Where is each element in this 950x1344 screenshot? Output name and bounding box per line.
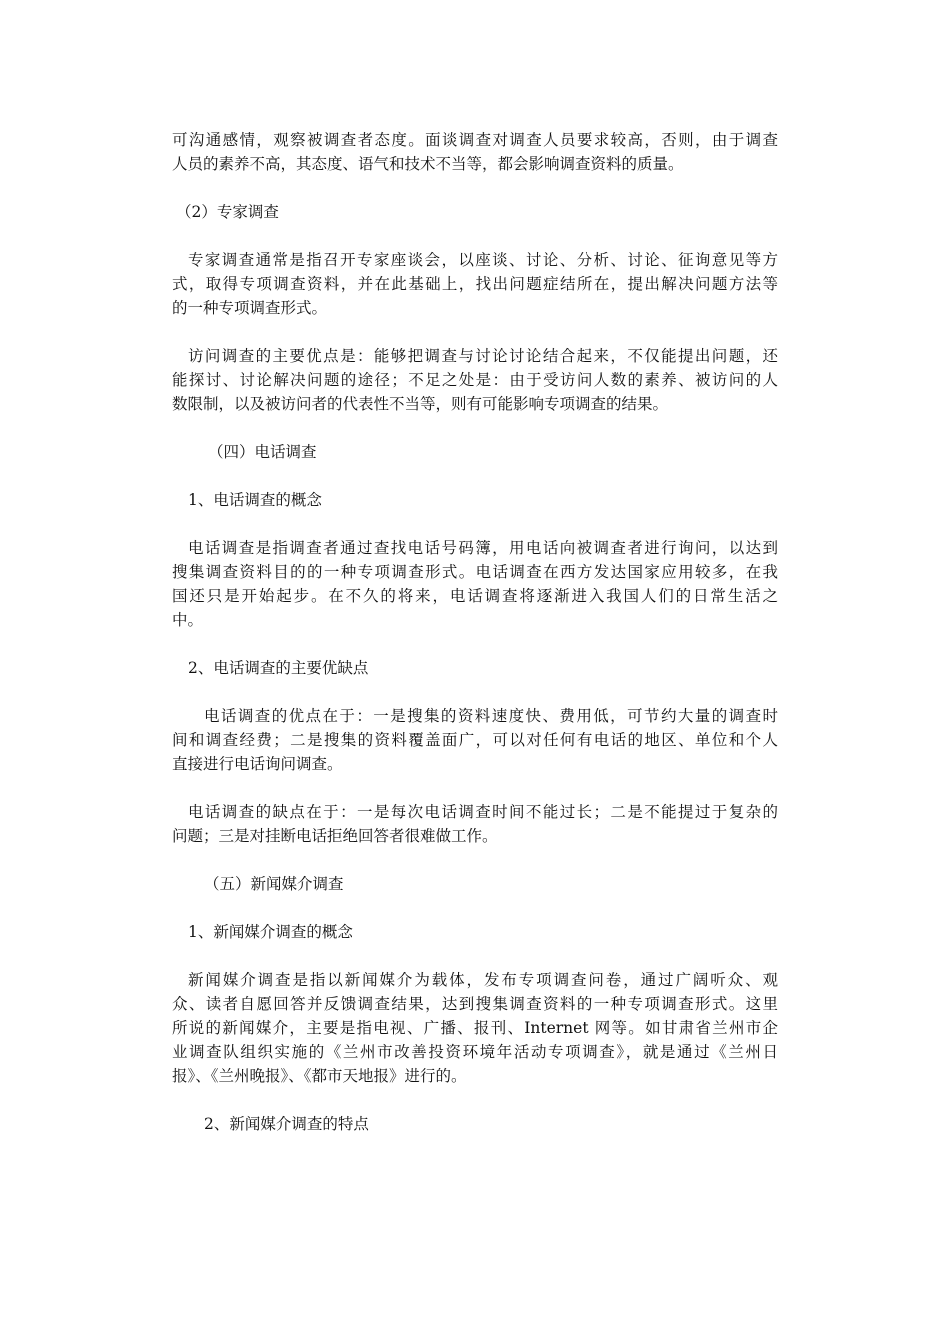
- heading-media-concept: 1、新闻媒介调查的概念: [188, 923, 353, 941]
- text-line: 访问调查的主要优点是：能够把调查与讨论讨论结合起来，不仅能提出问题，还: [188, 347, 778, 365]
- paragraph-phone-definition: [172, 536, 778, 632]
- paragraph-phone-disadvantages: [172, 800, 778, 848]
- text-line: 新闻媒介调查是指以新闻媒介为载体，发布专项调查问卷，通过广阔听众、观: [188, 971, 778, 989]
- text-line: 所说的新闻媒介，主要是指电视、广播、报刊、Internet 网等。如甘肃省兰州市企: [172, 1019, 778, 1037]
- heading-media-features: 2、新闻媒介调查的特点: [204, 1115, 369, 1133]
- text-line: 电话调查是指调查者通过查找电话号码簿，用电话向被调查者进行询问，以达到: [188, 539, 778, 557]
- heading-phone-survey: （四）电话调查: [208, 443, 317, 461]
- text-line: 搜集调查资料目的的一种专项调查形式。电话调查在西方发达国家应用较多，在我: [172, 563, 778, 581]
- document-body: [172, 128, 778, 1160]
- text-line: 电话调查的缺点在于：一是每次电话调查时间不能过长；二是不能提过于复杂的: [188, 803, 778, 821]
- text-line: 数限制，以及被访问者的代表性不当等，则有可能影响专项调查的结果。: [172, 395, 669, 413]
- text-line: 问题；三是对挂断电话拒绝回答者很难做工作。: [172, 827, 498, 845]
- text-line: 专家调查通常是指召开专家座谈会，以座谈、讨论、分析、讨论、征询意见等方: [188, 251, 778, 269]
- heading-expert-survey: （2）专家调查: [176, 203, 279, 221]
- text-line: 业调查队组织实施的《兰州市改善投资环境年活动专项调查》，就是通过《兰州日: [172, 1043, 778, 1061]
- heading-media-survey: （五）新闻媒介调查: [204, 875, 344, 893]
- heading-phone-pros-cons: 2、电话调查的主要优缺点: [188, 659, 369, 677]
- text-line: 报》、《兰州晚报》、《都市天地报》进行的。: [172, 1067, 467, 1085]
- paragraph-phone-advantages: [172, 704, 778, 776]
- paragraph-interview-requirements: [172, 128, 778, 176]
- text-line: 可沟通感情，观察被调查者态度。面谈调查对调查人员要求较高，否则，由于调查: [172, 131, 778, 149]
- text-line: 众、读者自愿回答并反馈调查结果，达到搜集调查资料的一种专项调查形式。这里: [172, 995, 778, 1013]
- heading-phone-concept: 1、电话调查的概念: [188, 491, 322, 509]
- text-line: 能探讨、讨论解决问题的途径；不足之处是：由于受访问人数的素养、被访问的人: [172, 371, 778, 389]
- paragraph-expert-definition: [172, 248, 778, 320]
- paragraph-media-definition: [172, 968, 778, 1088]
- text-line: 直接进行电话询问调查。: [172, 755, 343, 773]
- text-line: 人员的素养不高，其态度、语气和技术不当等，都会影响调查资料的质量。: [172, 155, 684, 173]
- text-line: 国还只是开始起步。在不久的将来，电话调查将逐渐进入我国人们的日常生活之: [172, 587, 778, 605]
- paragraph-interview-pros-cons: [172, 344, 778, 416]
- text-line: 中。: [172, 611, 204, 629]
- text-line: 的一种专项调查形式。: [172, 299, 328, 317]
- text-line: 式，取得专项调查资料，并在此基础上，找出问题症结所在，提出解决问题方法等: [172, 275, 778, 293]
- text-line: 间和调查经费；二是搜集的资料覆盖面广，可以对任何有电话的地区、单位和个人: [172, 731, 778, 749]
- text-line: 电话调查的优点在于：一是搜集的资料速度快、费用低，可节约大量的调查时: [204, 707, 778, 725]
